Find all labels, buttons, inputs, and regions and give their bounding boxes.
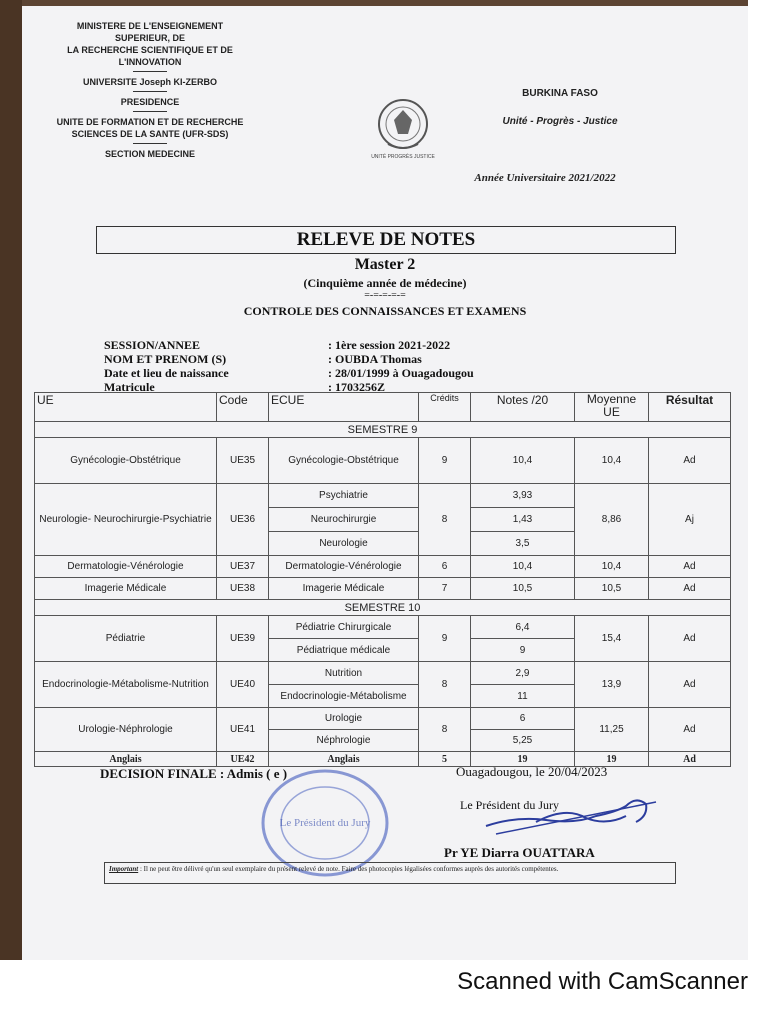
ue-credits: 7 xyxy=(419,578,471,600)
ecue-name: Psychiatrie xyxy=(269,484,419,508)
ue-credits: 8 xyxy=(419,662,471,708)
ue-resultat: Aj xyxy=(649,484,731,556)
ue-code: UE39 xyxy=(217,616,269,662)
divider xyxy=(133,111,167,112)
ecue-note: 11 xyxy=(471,685,575,708)
important-notice xyxy=(104,862,676,884)
table-row xyxy=(35,438,731,484)
ue-credits: 5 xyxy=(419,752,471,767)
ecue-note: 6,4 xyxy=(471,616,575,639)
birth-value: : 28/01/1999 à Ouagadougou xyxy=(328,366,474,380)
table-row xyxy=(35,752,731,767)
title-box xyxy=(96,226,676,254)
ecue-name: Imagerie Médicale xyxy=(269,578,419,600)
header-resultat: Résultat xyxy=(649,393,731,422)
ministry-line-3: LA RECHERCHE SCIENTIFIQUE ET DE xyxy=(67,45,233,55)
session-value: : 1ère session 2021-2022 xyxy=(328,338,451,352)
scanner-watermark: Scanned with CamScanner xyxy=(457,968,748,995)
ue-name: Urologie-Néphrologie xyxy=(35,708,217,752)
ecue-name: Nutrition xyxy=(269,662,419,685)
presidence-label: PRESIDENCE xyxy=(120,97,180,107)
divider xyxy=(133,71,167,72)
table-row xyxy=(35,578,731,600)
ue-moyenne: 10,5 xyxy=(575,578,649,600)
session-label: SESSION/ANNEE xyxy=(104,338,201,352)
id-label: Matricule xyxy=(104,380,155,394)
name-label: NOM ET PRENOM (S) xyxy=(104,352,227,366)
ecue-name: Néphrologie xyxy=(269,730,419,752)
ue-code: UE36 xyxy=(217,484,269,556)
header-ecue: ECUE xyxy=(269,393,419,422)
ministry-line-2: SUPERIEUR, DE xyxy=(114,33,185,43)
country-motto: Unité - Progrès - Justice xyxy=(502,116,618,127)
ecue-note: 10,4 xyxy=(471,556,575,578)
ue-name: Neurologie- Neurochirurgie-Psychiatrie xyxy=(35,484,217,556)
header-code: Code xyxy=(217,393,269,422)
subtitle: (Cinquième année de médecine) xyxy=(303,276,467,290)
ue-credits: 9 xyxy=(419,616,471,662)
ecue-note: 6 xyxy=(471,708,575,730)
unit-line-1: UNITE DE FORMATION ET DE RECHERCHE xyxy=(56,117,244,127)
ue-resultat: Ad xyxy=(649,438,731,484)
ministry-line-4: L'INNOVATION xyxy=(118,57,182,67)
ue-name: Gynécologie-Obstétrique xyxy=(35,438,217,484)
ecue-name: Neurologie xyxy=(269,532,419,556)
header-ue: UE xyxy=(35,393,217,422)
ue-moyenne: 13,9 xyxy=(575,662,649,708)
background-top xyxy=(22,0,748,6)
separator: =-=-=-=-= xyxy=(364,290,406,301)
name-value: : OUBDA Thomas xyxy=(328,352,422,366)
document-title: RELEVE DE NOTES xyxy=(296,229,476,250)
president-label: Le Président du Jury xyxy=(460,798,559,812)
section-title: CONTROLE DES CONNAISSANCES ET EXAMENS xyxy=(243,304,527,318)
academic-year: Année Universitaire 2021/2022 xyxy=(474,172,616,184)
ecue-note: 3,93 xyxy=(471,484,575,508)
ue-moyenne: 8,86 xyxy=(575,484,649,556)
ue-code: UE40 xyxy=(217,662,269,708)
semester-10-label: SEMESTRE 10 xyxy=(35,600,731,616)
ue-moyenne: 19 xyxy=(575,752,649,767)
ue-moyenne: 11,25 xyxy=(575,708,649,752)
ue-code: UE37 xyxy=(217,556,269,578)
ue-name: Dermatologie-Vénérologie xyxy=(35,556,217,578)
grades-table xyxy=(34,392,731,767)
ue-resultat: Ad xyxy=(649,708,731,752)
place-date: Ouagadougou, le 20/04/2023 xyxy=(456,764,608,779)
header-moyenne: Moyenne UE xyxy=(575,393,649,422)
table-row xyxy=(35,616,731,639)
ecue-name: Anglais xyxy=(269,752,419,767)
ue-credits: 6 xyxy=(419,556,471,578)
ue-code: UE35 xyxy=(217,438,269,484)
ue-moyenne: 10,4 xyxy=(575,556,649,578)
ministry-header xyxy=(40,20,260,160)
ecue-name: Urologie xyxy=(269,708,419,730)
ecue-note: 10,5 xyxy=(471,578,575,600)
final-decision: DECISION FINALE : Admis ( e ) xyxy=(100,766,288,781)
ue-resultat: Ad xyxy=(649,578,731,600)
table-row xyxy=(35,708,731,730)
ecue-name: Gynécologie-Obstétrique xyxy=(269,438,419,484)
ecue-name: Pédiatrie Chirurgicale xyxy=(269,616,419,639)
ministry-line-1: MINISTERE DE L'ENSEIGNEMENT xyxy=(76,21,224,31)
ecue-name: Neurochirurgie xyxy=(269,508,419,532)
ue-credits: 8 xyxy=(419,708,471,752)
ecue-name: Dermatologie-Vénérologie xyxy=(269,556,419,578)
ue-resultat: Ad xyxy=(649,616,731,662)
ue-resultat: Ad xyxy=(649,662,731,708)
ecue-note: 19 xyxy=(471,752,575,767)
stamp-text: Le Président du Jury xyxy=(279,817,371,829)
ue-resultat: Ad xyxy=(649,556,731,578)
signature-icon xyxy=(476,786,676,842)
ecue-name: Pédiatrique médicale xyxy=(269,639,419,662)
important-text: : Il ne peut être délivré qu'un seul exemplaire du présent relevé de note. Faire des photocopies légalisées conformes auprès des autorités compétentes. xyxy=(138,865,559,873)
ue-moyenne: 15,4 xyxy=(575,616,649,662)
ue-name: Pédiatrie xyxy=(35,616,217,662)
ue-name: Endocrinologie-Métabolisme-Nutrition xyxy=(35,662,217,708)
seal-motto: UNITÉ PROGRÈS JUSTICE xyxy=(371,154,435,160)
ecue-note: 2,9 xyxy=(471,662,575,685)
ue-credits: 8 xyxy=(419,484,471,556)
header-notes: Notes /20 xyxy=(471,393,575,422)
ecue-note: 1,43 xyxy=(471,508,575,532)
coat-of-arms-icon xyxy=(368,96,438,162)
country-name: BURKINA FASO xyxy=(522,88,598,99)
ue-code: UE42 xyxy=(217,752,269,767)
divider xyxy=(133,91,167,92)
ue-resultat: Ad xyxy=(649,752,731,767)
ue-credits: 9 xyxy=(419,438,471,484)
ecue-note: 9 xyxy=(471,639,575,662)
id-value: : 1703256Z xyxy=(328,380,385,394)
ue-code: UE38 xyxy=(217,578,269,600)
unit-line-2: SCIENCES DE LA SANTE (UFR-SDS) xyxy=(71,129,229,139)
header-credits: Crédits xyxy=(419,393,471,422)
table-row xyxy=(35,662,731,685)
ecue-note: 3,5 xyxy=(471,532,575,556)
background-edge xyxy=(0,0,22,960)
university-name: UNIVERSITE Joseph KI-ZERBO xyxy=(82,77,217,87)
ecue-note: 5,25 xyxy=(471,730,575,752)
ue-name: Imagerie Médicale xyxy=(35,578,217,600)
signer-name: Pr YE Diarra OUATTARA xyxy=(444,845,595,860)
table-row xyxy=(35,484,731,508)
section-label: SECTION MEDECINE xyxy=(104,149,195,159)
divider xyxy=(133,143,167,144)
important-label: Important xyxy=(109,865,139,873)
ue-moyenne: 10,4 xyxy=(575,438,649,484)
level: Master 2 xyxy=(354,256,416,273)
table-row xyxy=(35,556,731,578)
ue-name: Anglais xyxy=(35,752,217,767)
ecue-note: 10,4 xyxy=(471,438,575,484)
semester-9-label: SEMESTRE 9 xyxy=(35,422,731,438)
birth-label: Date et lieu de naissance xyxy=(104,366,229,380)
ue-code: UE41 xyxy=(217,708,269,752)
ecue-name: Endocrinologie-Métabolisme xyxy=(269,685,419,708)
student-info xyxy=(104,338,474,394)
